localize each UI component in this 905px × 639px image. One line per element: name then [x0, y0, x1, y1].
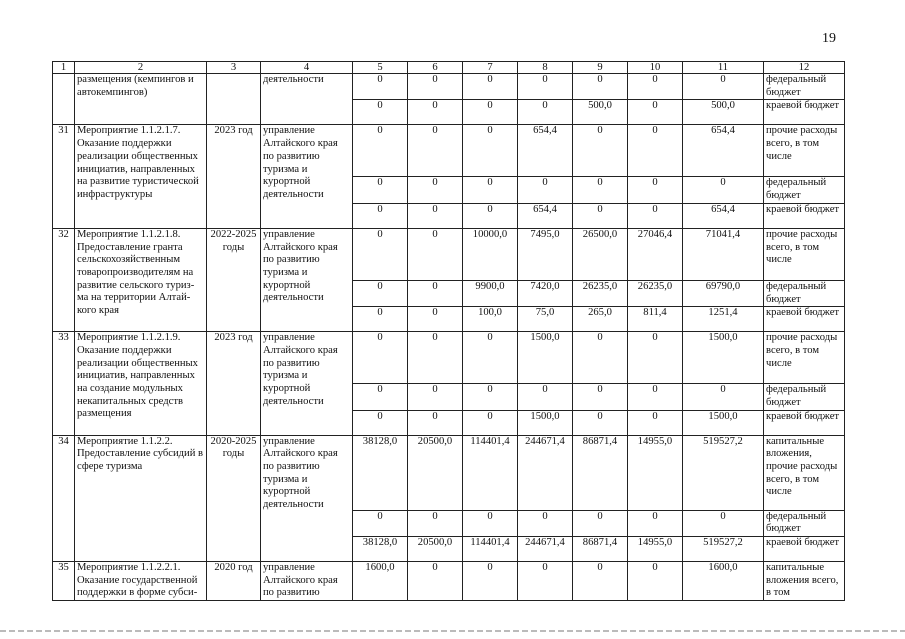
table-row — [53, 435, 845, 510]
amount-cell: 20500,0 — [408, 435, 463, 510]
amount-cell: 0 — [408, 307, 463, 332]
amount-cell: 0 — [408, 410, 463, 435]
period: 2020 год — [207, 562, 261, 601]
row-number: 32 — [53, 228, 75, 331]
amount-cell: 0 — [408, 280, 463, 306]
amount-cell: 0 — [463, 332, 518, 384]
funding-source: капитальные вложения, прочие расходы всего, в том числе — [764, 435, 845, 510]
amount-cell: 0 — [628, 203, 683, 228]
amount-cell: 0 — [463, 510, 518, 536]
col-header: 5 — [353, 62, 408, 74]
budget-table — [52, 61, 845, 601]
amount-cell: 0 — [353, 510, 408, 536]
row-number: 34 — [53, 435, 75, 561]
funding-source: федеральный бюджет — [764, 384, 845, 410]
amount-cell: 14955,0 — [628, 537, 683, 562]
funding-source: краевой бюджет — [764, 410, 845, 435]
amount-cell: 0 — [353, 228, 408, 280]
executor: управление Алтайского края по развитию туризма и курортной деятельности — [261, 435, 353, 561]
funding-source: прочие расходы всего, в том числе — [764, 332, 845, 384]
col-header: 2 — [75, 62, 207, 74]
amount-cell: 0 — [353, 177, 408, 203]
funding-source: краевой бюджет — [764, 307, 845, 332]
amount-cell: 0 — [463, 384, 518, 410]
measure-name: Мероприятие 1.1.2.2. Предоставление субсидий в сфере туризма — [75, 435, 207, 561]
measure-name: Мероприятие 1.1.2.2.1. Оказание государственной поддержки в форме субси- — [75, 562, 207, 601]
amount-cell: 9900,0 — [463, 280, 518, 306]
amount-cell: 86871,4 — [573, 435, 628, 510]
funding-source: федеральный бюджет — [764, 280, 845, 306]
amount-cell: 0 — [518, 562, 573, 601]
funding-source: капитальные вложения всего, в том — [764, 562, 845, 601]
amount-cell: 27046,4 — [628, 228, 683, 280]
amount-cell: 244671,4 — [518, 537, 573, 562]
row-number: 35 — [53, 562, 75, 601]
amount-cell: 0 — [573, 177, 628, 203]
amount-cell: 0 — [628, 100, 683, 125]
col-header: 11 — [683, 62, 764, 74]
amount-cell: 71041,4 — [683, 228, 764, 280]
amount-cell: 811,4 — [628, 307, 683, 332]
amount-cell: 114401,4 — [463, 537, 518, 562]
funding-source: прочие расходы всего, в том числе — [764, 125, 845, 177]
executor: управление Алтайского края по развитию туризма и курортной деятельности — [261, 228, 353, 331]
amount-cell: 0 — [573, 125, 628, 177]
amount-cell: 1600,0 — [353, 562, 408, 601]
table-row — [53, 228, 845, 280]
funding-source: прочие расходы всего, в том числе — [764, 228, 845, 280]
funding-source: федеральный бюджет — [764, 177, 845, 203]
amount-cell: 0 — [518, 100, 573, 125]
amount-cell: 500,0 — [573, 100, 628, 125]
amount-cell: 0 — [683, 384, 764, 410]
amount-cell: 0 — [573, 74, 628, 100]
amount-cell: 0 — [353, 280, 408, 306]
amount-cell: 0 — [573, 410, 628, 435]
amount-cell: 0 — [683, 177, 764, 203]
amount-cell: 1600,0 — [683, 562, 764, 601]
amount-cell: 0 — [518, 177, 573, 203]
funding-source: федеральный бюджет — [764, 74, 845, 100]
funding-source: федеральный бюджет — [764, 510, 845, 536]
amount-cell: 0 — [518, 74, 573, 100]
amount-cell: 10000,0 — [463, 228, 518, 280]
amount-cell: 38128,0 — [353, 537, 408, 562]
amount-cell: 0 — [573, 510, 628, 536]
executor: деятельности — [261, 74, 353, 125]
funding-source: краевой бюджет — [764, 203, 845, 228]
amount-cell: 265,0 — [573, 307, 628, 332]
col-header: 6 — [408, 62, 463, 74]
amount-cell: 0 — [353, 410, 408, 435]
amount-cell: 0 — [353, 100, 408, 125]
table-row — [53, 562, 845, 601]
amount-cell: 0 — [408, 74, 463, 100]
amount-cell: 654,4 — [683, 125, 764, 177]
amount-cell: 0 — [628, 125, 683, 177]
amount-cell: 0 — [573, 562, 628, 601]
amount-cell: 0 — [463, 410, 518, 435]
measure-name: размещения (кемпингов и автокемпингов) — [75, 74, 207, 125]
amount-cell: 26235,0 — [628, 280, 683, 306]
amount-cell: 519527,2 — [683, 435, 764, 510]
period: 2020-2025 годы — [207, 435, 261, 561]
col-header: 3 — [207, 62, 261, 74]
amount-cell: 0 — [628, 410, 683, 435]
col-header: 10 — [628, 62, 683, 74]
amount-cell: 26500,0 — [573, 228, 628, 280]
executor: управление Алтайского края по развитию — [261, 562, 353, 601]
amount-cell: 0 — [408, 177, 463, 203]
amount-cell: 0 — [408, 510, 463, 536]
amount-cell: 0 — [518, 384, 573, 410]
amount-cell: 1251,4 — [683, 307, 764, 332]
row-number: 31 — [53, 125, 75, 228]
amount-cell: 0 — [628, 332, 683, 384]
amount-cell: 0 — [353, 307, 408, 332]
table-row — [53, 332, 845, 384]
measure-name: Мероприятие 1.1.2.1.8. Предоставление гранта сельскохозяйственным товаропроизводителям на развитие сельского туриз-ма на территории Алтай-кого края — [75, 228, 207, 331]
funding-source: краевой бюджет — [764, 537, 845, 562]
amount-cell: 0 — [353, 384, 408, 410]
amount-cell: 0 — [408, 384, 463, 410]
amount-cell: 0 — [408, 100, 463, 125]
amount-cell: 86871,4 — [573, 537, 628, 562]
amount-cell: 0 — [463, 125, 518, 177]
amount-cell: 7420,0 — [518, 280, 573, 306]
amount-cell: 519527,2 — [683, 537, 764, 562]
period — [207, 74, 261, 125]
amount-cell: 0 — [353, 203, 408, 228]
amount-cell: 69790,0 — [683, 280, 764, 306]
amount-cell: 75,0 — [518, 307, 573, 332]
executor: управление Алтайского края по развитию туризма и курортной деятельности — [261, 332, 353, 435]
period: 2023 год — [207, 125, 261, 228]
amount-cell: 654,4 — [518, 203, 573, 228]
row-number — [53, 74, 75, 125]
amount-cell: 1500,0 — [683, 410, 764, 435]
amount-cell: 0 — [573, 384, 628, 410]
funding-source: краевой бюджет — [764, 100, 845, 125]
amount-cell: 1500,0 — [518, 332, 573, 384]
amount-cell: 0 — [463, 177, 518, 203]
col-header: 12 — [764, 62, 845, 74]
amount-cell: 0 — [463, 74, 518, 100]
measure-name: Мероприятие 1.1.2.1.7. Оказание поддержки реализации общественных инициатив, направленных на развитие туристической инфраструктуры — [75, 125, 207, 228]
scan-edge-divider — [0, 630, 905, 632]
amount-cell: 0 — [628, 74, 683, 100]
col-header: 8 — [518, 62, 573, 74]
col-header: 4 — [261, 62, 353, 74]
amount-cell: 0 — [628, 510, 683, 536]
amount-cell: 0 — [408, 562, 463, 601]
amount-cell: 654,4 — [518, 125, 573, 177]
column-number-row — [53, 62, 845, 74]
amount-cell: 114401,4 — [463, 435, 518, 510]
period: 2022-2025 годы — [207, 228, 261, 331]
amount-cell: 38128,0 — [353, 435, 408, 510]
amount-cell: 0 — [408, 125, 463, 177]
col-header: 7 — [463, 62, 518, 74]
amount-cell: 0 — [353, 125, 408, 177]
measure-name: Мероприятие 1.1.2.1.9. Оказание поддержки реализации общественных инициатив, направленных на создание модульных некапитальных средств размещения — [75, 332, 207, 435]
amount-cell: 0 — [628, 562, 683, 601]
page-number: 19 — [822, 31, 836, 46]
col-header: 1 — [53, 62, 75, 74]
amount-cell: 0 — [518, 510, 573, 536]
amount-cell: 100,0 — [463, 307, 518, 332]
row-number: 33 — [53, 332, 75, 435]
executor: управление Алтайского края по развитию туризма и курортной деятельности — [261, 125, 353, 228]
period: 2023 год — [207, 332, 261, 435]
amount-cell: 654,4 — [683, 203, 764, 228]
amount-cell: 0 — [573, 332, 628, 384]
amount-cell: 244671,4 — [518, 435, 573, 510]
amount-cell: 1500,0 — [683, 332, 764, 384]
amount-cell: 0 — [683, 74, 764, 100]
amount-cell: 0 — [463, 562, 518, 601]
amount-cell: 0 — [463, 100, 518, 125]
amount-cell: 0 — [463, 203, 518, 228]
amount-cell: 1500,0 — [518, 410, 573, 435]
amount-cell: 20500,0 — [408, 537, 463, 562]
amount-cell: 0 — [353, 332, 408, 384]
amount-cell: 0 — [573, 203, 628, 228]
amount-cell: 0 — [408, 332, 463, 384]
amount-cell: 7495,0 — [518, 228, 573, 280]
amount-cell: 26235,0 — [573, 280, 628, 306]
amount-cell: 0 — [628, 384, 683, 410]
amount-cell: 0 — [353, 74, 408, 100]
table-row — [53, 125, 845, 177]
amount-cell: 14955,0 — [628, 435, 683, 510]
amount-cell: 0 — [628, 177, 683, 203]
amount-cell: 0 — [683, 510, 764, 536]
table-row — [53, 74, 845, 100]
amount-cell: 0 — [408, 203, 463, 228]
amount-cell: 0 — [408, 228, 463, 280]
amount-cell: 500,0 — [683, 100, 764, 125]
col-header: 9 — [573, 62, 628, 74]
